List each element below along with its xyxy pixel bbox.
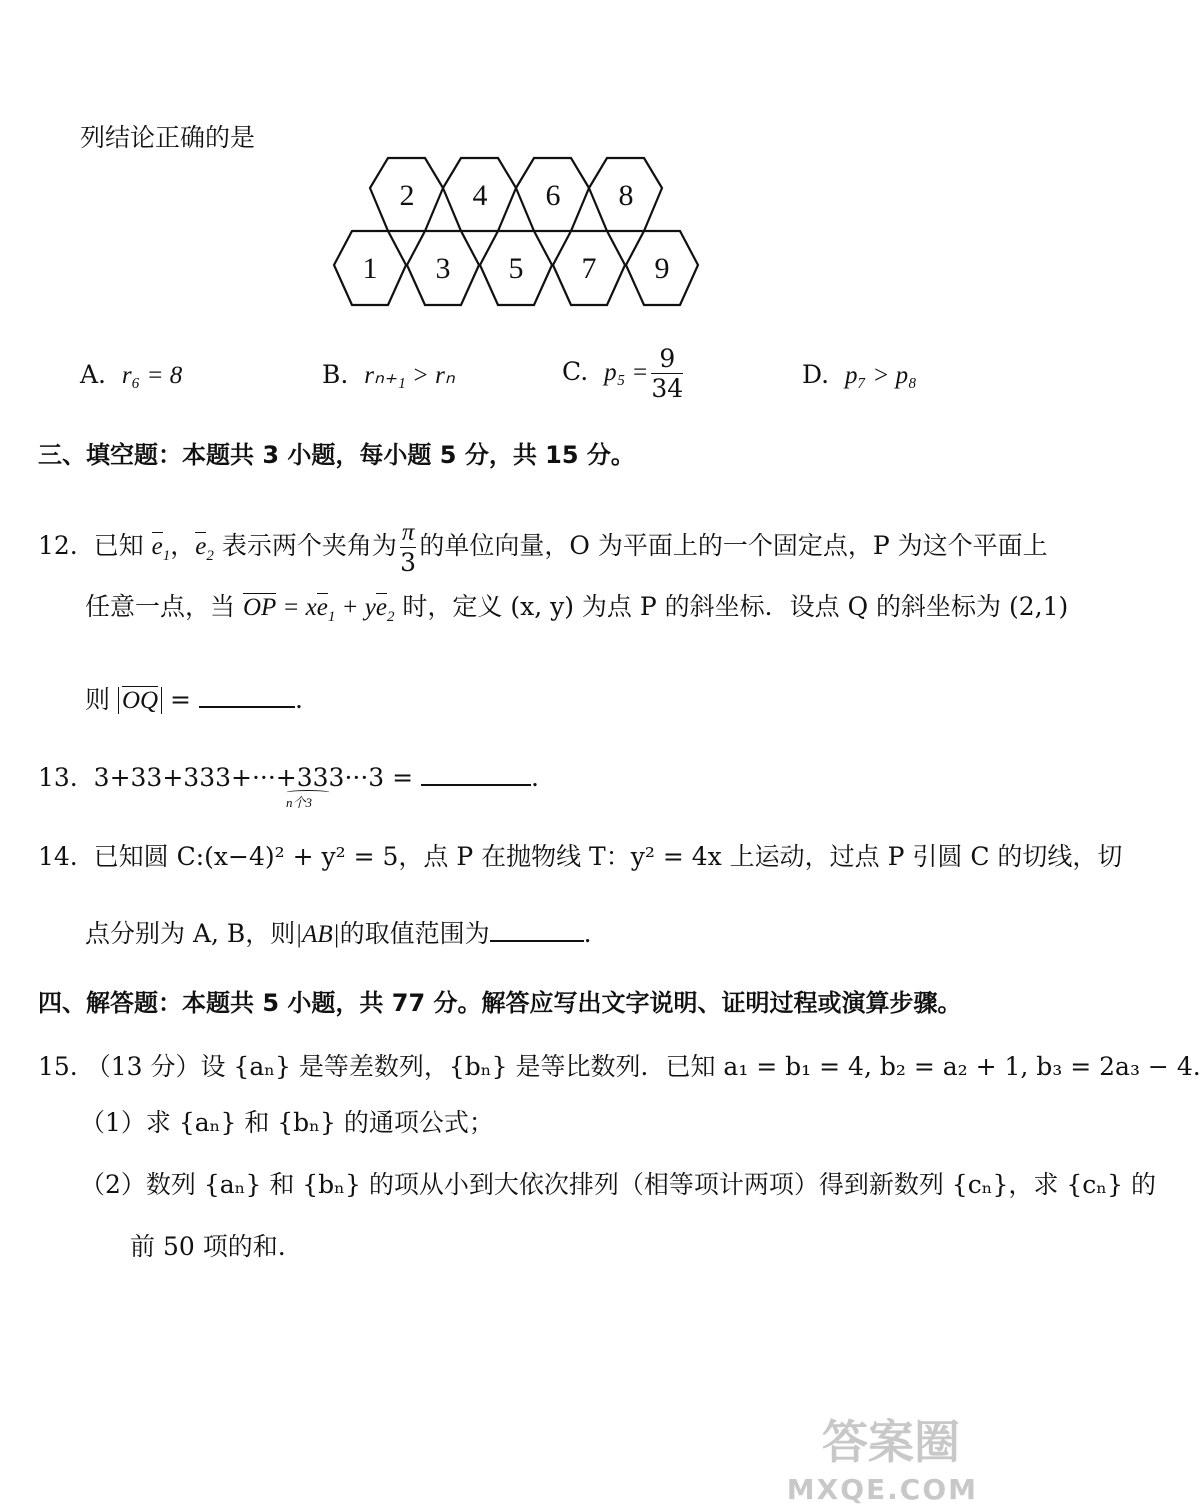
section-4-heading: 四、解答题：本题共 5 小题，共 77 分。解答应写出文字说明、证明过程或演算步骤。	[38, 989, 962, 1017]
q15-part2-cont: 前 50 项的和.	[130, 1232, 286, 1261]
hex-label-1: 1	[362, 252, 378, 285]
answer-blank-14[interactable]	[490, 918, 584, 942]
q15-line1: 15. （13 分）设 {aₙ} 是等差数列，{bₙ} 是等比数列．已知 a₁ = b₁ = 4, b₂ = a₂ + 1, b₃ = 2a₃ − 4.	[38, 1052, 1201, 1081]
hex-label-5: 5	[508, 252, 524, 285]
q12-line3: 则 OQ = .	[85, 685, 303, 714]
answer-blank-13[interactable]	[421, 762, 531, 786]
answer-blank-12[interactable]	[199, 684, 295, 708]
hex-label-9: 9	[654, 252, 670, 285]
q13-brace-note: n个3	[286, 790, 330, 811]
hex-label-7: 7	[581, 252, 597, 285]
watermark-logo: 答案圈	[822, 1415, 960, 1469]
q15-part2: （2）数列 {aₙ} 和 {bₙ} 的项从小到大依次排列（相等项计两项）得到新数列 {cₙ}，求 {cₙ} 的	[80, 1170, 1156, 1199]
q12-line2: 任意一点，当 OP = $xe_1 + ye_2$ 时，定义 (x, y) 为点 P 的斜坐标．设点 Q 的斜坐标为 (2,1)	[85, 592, 1069, 625]
hex-label-8: 8	[618, 179, 634, 212]
q14-line1: 14. 已知圆 C:(x−4)² + y² = 5，点 P 在抛物线 T：y² = 4x 上运动，过点 P 引圆 C 的切线，切	[38, 842, 1123, 871]
option-c: C. p₅ = $\frac{9}{34}$	[562, 344, 684, 403]
hex-label-2: 2	[399, 179, 415, 212]
q14-line2: 点分别为 A, B，则|AB|的取值范围为 .	[85, 919, 592, 948]
q12-line1: 12. 已知 $e_1$，$e_2$ 表示两个夹角为 $\frac{\pi}{3}$ 的单位向量，O 为平面上的一个固定点，P 为这个平面上	[38, 519, 1048, 577]
q15-part1: （1）求 {aₙ} 和 {bₙ} 的通项公式；	[80, 1108, 494, 1137]
q13-line: 13. 3+33+333+···+333···3 = .	[38, 763, 539, 792]
intro-text: 列结论正确的是	[80, 123, 256, 152]
hex-label-3: 3	[435, 252, 451, 285]
option-b: B. rₙ₊₁ > rₙ	[322, 360, 455, 389]
hex-label-4: 4	[472, 179, 488, 212]
hexagon-figure	[330, 155, 710, 315]
watermark-url: MXQE.COM	[786, 1473, 978, 1506]
option-d: D. p₇ > p₈	[802, 360, 917, 389]
hex-label-6: 6	[545, 179, 561, 212]
section-3-heading: 三、填空题：本题共 3 小题，每小题 5 分，共 15 分。	[38, 441, 635, 469]
option-a: A. r₆ = 8	[80, 360, 183, 389]
